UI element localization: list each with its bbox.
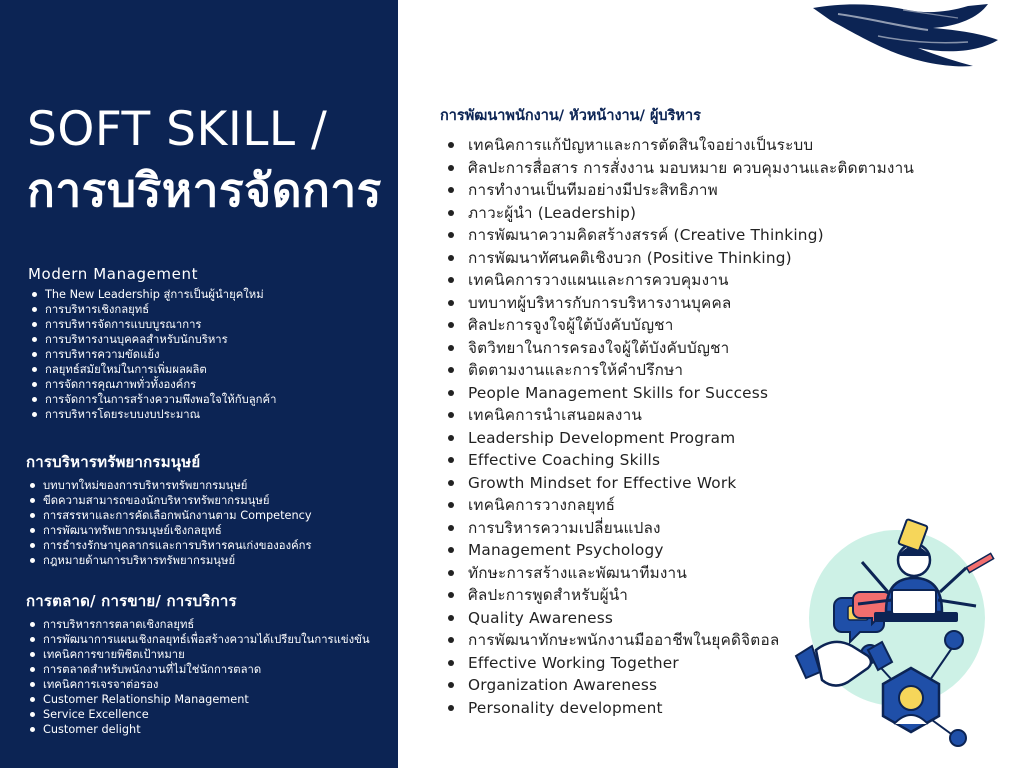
list-item: ศิลปะการจูงใจผู้ใต้บังคับบัญชา bbox=[446, 314, 914, 337]
list-item: การบริหารความขัดแย้ง bbox=[28, 347, 276, 362]
section-modern-management bbox=[28, 265, 276, 422]
list-item: Organization Awareness bbox=[446, 674, 914, 697]
section-heading: การบริหารทรัพยากรมนุษย์ bbox=[26, 453, 201, 471]
list-item: การพัฒนาทัศนคติเชิงบวก (Positive Thinking) bbox=[446, 247, 914, 270]
list-item: การบริหารความเปลี่ยนแปลง bbox=[446, 517, 914, 540]
section-hr-management bbox=[26, 450, 312, 568]
marketing-list bbox=[26, 617, 370, 737]
list-item: Customer delight bbox=[26, 722, 370, 737]
hr-management-list bbox=[26, 478, 312, 568]
list-item: การตลาดสำหรับพนักงานที่ไม่ใช่นักการตลาด bbox=[26, 662, 370, 677]
list-item: เทคนิคการวางกลยุทธ์ bbox=[446, 494, 914, 517]
list-item: กลยุทธ์สมัยใหม่ในการเพิ่มผลผลิต bbox=[28, 362, 276, 377]
list-item: การพัฒนาทรัพยากรมนุษย์เชิงกลยุทธ์ bbox=[26, 523, 312, 538]
list-item: การบริหารงานบุคคลสำหรับนักบริหาร bbox=[28, 332, 276, 347]
modern-management-list bbox=[28, 287, 276, 422]
list-item: การพัฒนาการแผนเชิงกลยุทธ์เพื่อสร้างความได้เปรียบในการแข่งขัน bbox=[26, 632, 370, 647]
list-item: การบริหารโดยระบบงบประมาณ bbox=[28, 407, 276, 422]
list-item: เทคนิคการแก้ปัญหาและการตัดสินใจอย่างเป็นระบบ bbox=[446, 134, 914, 157]
left-panel bbox=[0, 0, 398, 768]
list-item: ศิลปะการสื่อสาร การสั่งงาน มอบหมาย ควบคุมงานและติดตามงาน bbox=[446, 157, 914, 180]
list-item: การพัฒนาทักษะพนักงานมืออาชีพในยุคดิจิตอล bbox=[446, 629, 914, 652]
list-item: การพัฒนาความคิดสร้างสรรค์ (Creative Thinking) bbox=[446, 224, 914, 247]
list-item: Customer Relationship Management bbox=[26, 692, 370, 707]
development-heading: การพัฒนาพนักงาน/ หัวหน้างาน/ ผู้บริหาร bbox=[440, 108, 701, 124]
list-item: ติดตามงานและการให้คำปรึกษา bbox=[446, 359, 914, 382]
list-item: บทบาทใหม่ของการบริหารทรัพยากรมนุษย์ bbox=[26, 478, 312, 493]
list-item: Management Psychology bbox=[446, 539, 914, 562]
page-title bbox=[27, 100, 382, 220]
list-item: Personality development bbox=[446, 697, 914, 720]
list-item: ทักษะการสร้างและพัฒนาทีมงาน bbox=[446, 562, 914, 585]
list-item: การบริหารการตลาดเชิงกลยุทธ์ bbox=[26, 617, 370, 632]
list-item: การจัดการในการสร้างความพึงพอใจให้กับลูกค้า bbox=[28, 392, 276, 407]
list-item: การจัดการคุณภาพทั่วทั้งองค์กร bbox=[28, 377, 276, 392]
title-line-2: การบริหารจัดการ bbox=[27, 163, 382, 217]
list-item: การทำงานเป็นทีมอย่างมีประสิทธิภาพ bbox=[446, 179, 914, 202]
list-item: Quality Awareness bbox=[446, 607, 914, 630]
section-heading: การตลาด/ การขาย/ การบริการ bbox=[26, 592, 237, 610]
list-item: ขีดความสามารถของนักบริหารทรัพยากรมนุษย์ bbox=[26, 493, 312, 508]
list-item: การบริหารเชิงกลยุทธ์ bbox=[28, 302, 276, 317]
brush-stroke-icon bbox=[808, 0, 1008, 70]
list-item: เทคนิคการวางแผนและการควบคุมงาน bbox=[446, 269, 914, 292]
list-item: People Management Skills for Success bbox=[446, 382, 914, 405]
list-item: บทบาทผู้บริหารกับการบริหารงานบุคคล bbox=[446, 292, 914, 315]
list-item: การธำรงรักษาบุคลากรและการบริหารคนเก่งขององค์กร bbox=[26, 538, 312, 553]
list-item: Leadership Development Program bbox=[446, 427, 914, 450]
list-item: ภาวะผู้นำ (Leadership) bbox=[446, 202, 914, 225]
list-item: Growth Mindset for Effective Work bbox=[446, 472, 914, 495]
list-item: Service Excellence bbox=[26, 707, 370, 722]
list-item: ศิลปะการพูดสำหรับผู้นำ bbox=[446, 584, 914, 607]
section-marketing bbox=[26, 589, 370, 737]
list-item: Effective Working Together bbox=[446, 652, 914, 675]
section-heading: Modern Management bbox=[28, 265, 199, 283]
list-item: จิตวิทยาในการครองใจผู้ใต้บังคับบัญชา bbox=[446, 337, 914, 360]
list-item: เทคนิคการขายพิชิตเป้าหมาย bbox=[26, 647, 370, 662]
list-item: Effective Coaching Skills bbox=[446, 449, 914, 472]
list-item: The New Leadership สู่การเป็นผู้นำยุคใหม่ bbox=[28, 287, 276, 302]
teamwork-illustration-icon bbox=[782, 500, 1007, 750]
list-item: กฎหมายด้านการบริหารทรัพยากรมนุษย์ bbox=[26, 553, 312, 568]
list-item: เทคนิคการเจรจาต่อรอง bbox=[26, 677, 370, 692]
list-item: เทคนิคการนำเสนอผลงาน bbox=[446, 404, 914, 427]
title-line-1: SOFT SKILL / bbox=[27, 102, 328, 157]
list-item: การบริหารจัดการแบบบูรณาการ bbox=[28, 317, 276, 332]
list-item: การสรรหาและการคัดเลือกพนักงานตาม Competency bbox=[26, 508, 312, 523]
